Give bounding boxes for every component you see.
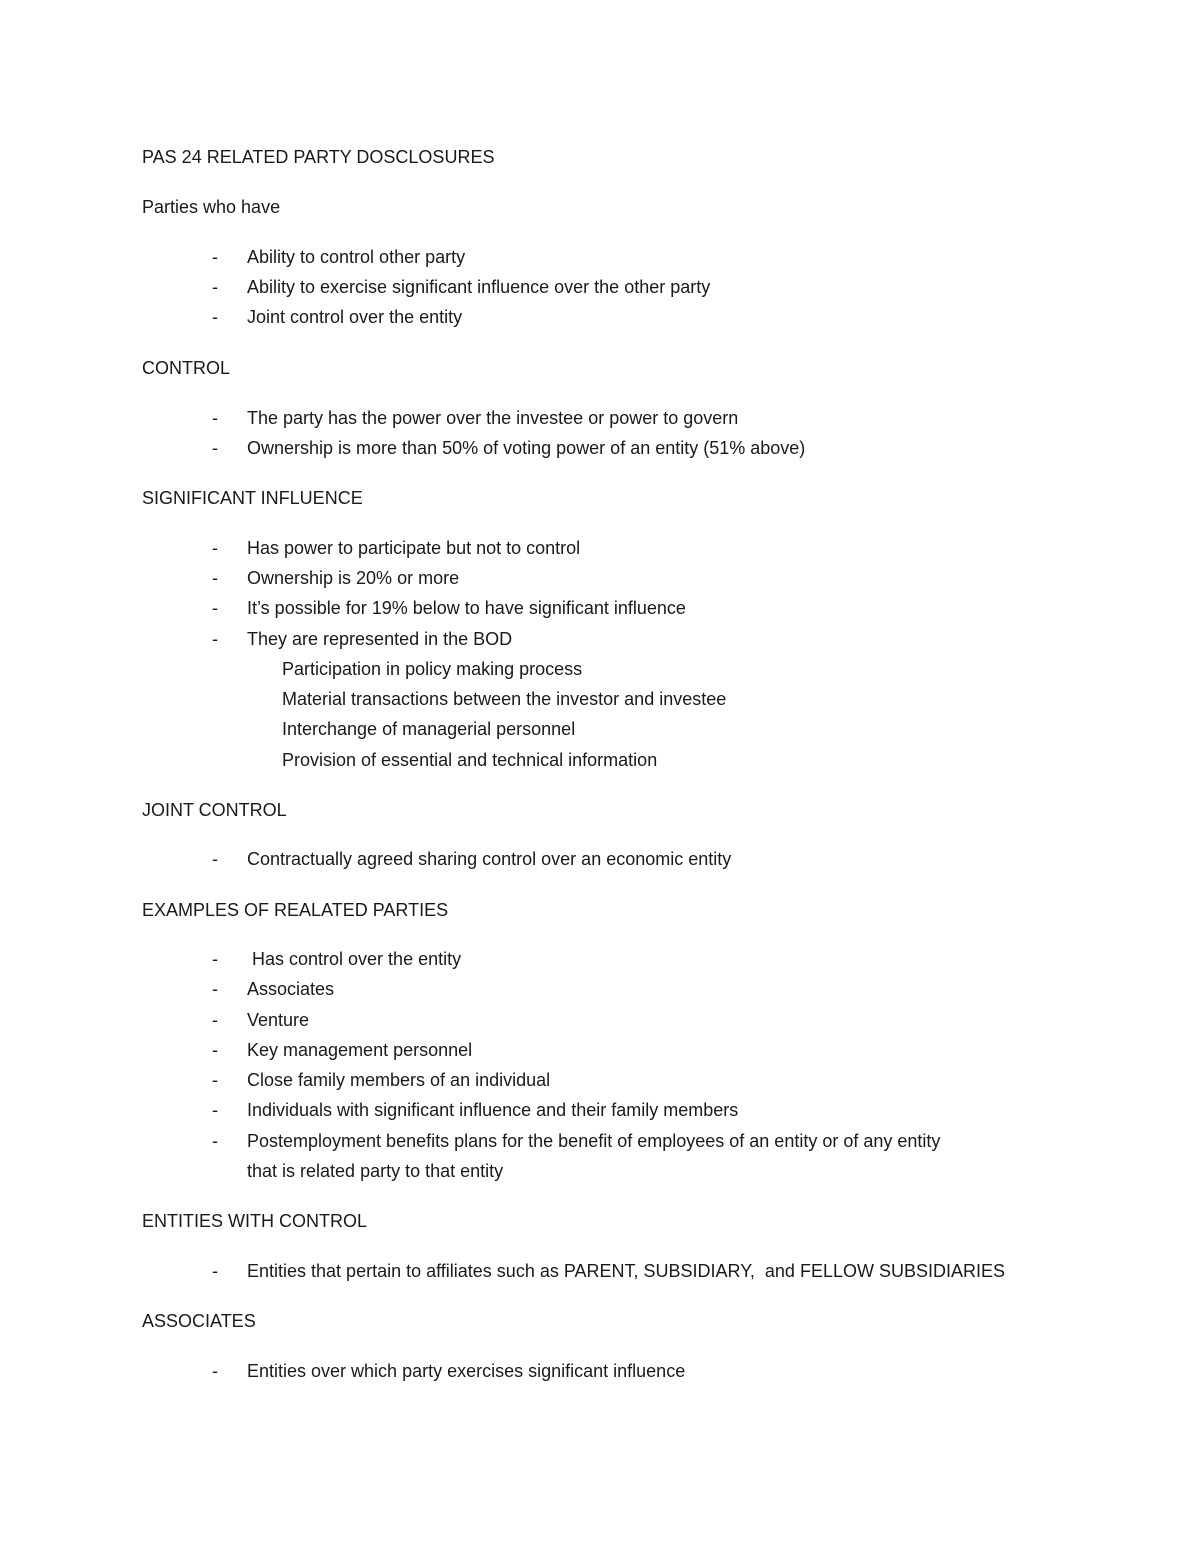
section-heading-associates: ASSOCIATES — [142, 1311, 256, 1331]
bullet-dash: - — [212, 1131, 218, 1151]
section-heading-joint-control: JOINT CONTROL — [142, 800, 287, 820]
bullet-dash: - — [212, 247, 218, 267]
significant-influence-sub-item: Interchange of managerial personnel — [282, 719, 576, 739]
associates-item: Entities over which party exercises significant influence — [247, 1361, 686, 1381]
intro-item: Ability to control other party — [247, 247, 466, 267]
joint-control-item: Contractually agreed sharing control over an economic entity — [247, 849, 732, 869]
example-item: Postemployment benefits plans for the benefit of employees of an entity or of any entity — [247, 1131, 941, 1151]
bullet-dash: - — [212, 438, 218, 458]
bullet-dash: - — [212, 1261, 218, 1281]
example-item: Has control over the entity — [247, 949, 462, 969]
significant-influence-item: It’s possible for 19% below to have significant influence — [247, 598, 686, 618]
example-item: Associates — [247, 979, 335, 999]
intro-text: Parties who have — [142, 197, 281, 217]
entities-with-control-item: Entities that pertain to affiliates such as PARENT, SUBSIDIARY, and FELLOW SUBSIDIARIES — [247, 1261, 1005, 1281]
bullet-dash: - — [212, 1010, 218, 1030]
bullet-dash: - — [212, 949, 218, 969]
section-heading-entities-with-control: ENTITIES WITH CONTROL — [142, 1211, 367, 1231]
section-heading-significant-influence: SIGNIFICANT INFLUENCE — [142, 488, 363, 508]
section-heading-control: CONTROL — [142, 358, 231, 378]
bullet-dash: - — [212, 408, 218, 428]
bullet-dash: - — [212, 849, 218, 869]
bullet-dash: - — [212, 1070, 218, 1090]
significant-influence-item: They are represented in the BOD — [247, 629, 513, 649]
example-item: Key management personnel — [247, 1040, 473, 1060]
bullet-dash: - — [212, 1040, 218, 1060]
bullet-dash: - — [212, 1100, 218, 1120]
intro-item: Joint control over the entity — [247, 307, 463, 327]
bullet-dash: - — [212, 629, 218, 649]
control-item: Ownership is more than 50% of voting power of an entity (51% above) — [247, 438, 806, 458]
significant-influence-item: Has power to participate but not to control — [247, 538, 581, 558]
bullet-dash: - — [212, 277, 218, 297]
significant-influence-sub-item: Material transactions between the investor and investee — [282, 689, 727, 709]
control-item: The party has the power over the investee or power to govern — [247, 408, 739, 428]
significant-influence-sub-item: Participation in policy making process — [282, 659, 583, 679]
bullet-dash: - — [212, 538, 218, 558]
significant-influence-sub-item: Provision of essential and technical information — [282, 750, 658, 770]
document-title: PAS 24 RELATED PARTY DOSCLOSURES — [142, 147, 495, 167]
section-heading-examples: EXAMPLES OF REALATED PARTIES — [142, 900, 449, 920]
example-item: Venture — [247, 1010, 310, 1030]
significant-influence-item: Ownership is 20% or more — [247, 568, 460, 588]
intro-item: Ability to exercise significant influence over the other party — [247, 277, 711, 297]
example-item: Individuals with significant influence and their family members — [247, 1100, 739, 1120]
bullet-dash: - — [212, 307, 218, 327]
bullet-dash: - — [212, 568, 218, 588]
example-item: Close family members of an individual — [247, 1070, 551, 1090]
example-item-continuation: that is related party to that entity — [247, 1161, 504, 1181]
bullet-dash: - — [212, 1361, 218, 1381]
bullet-dash: - — [212, 979, 218, 999]
bullet-dash: - — [212, 598, 218, 618]
